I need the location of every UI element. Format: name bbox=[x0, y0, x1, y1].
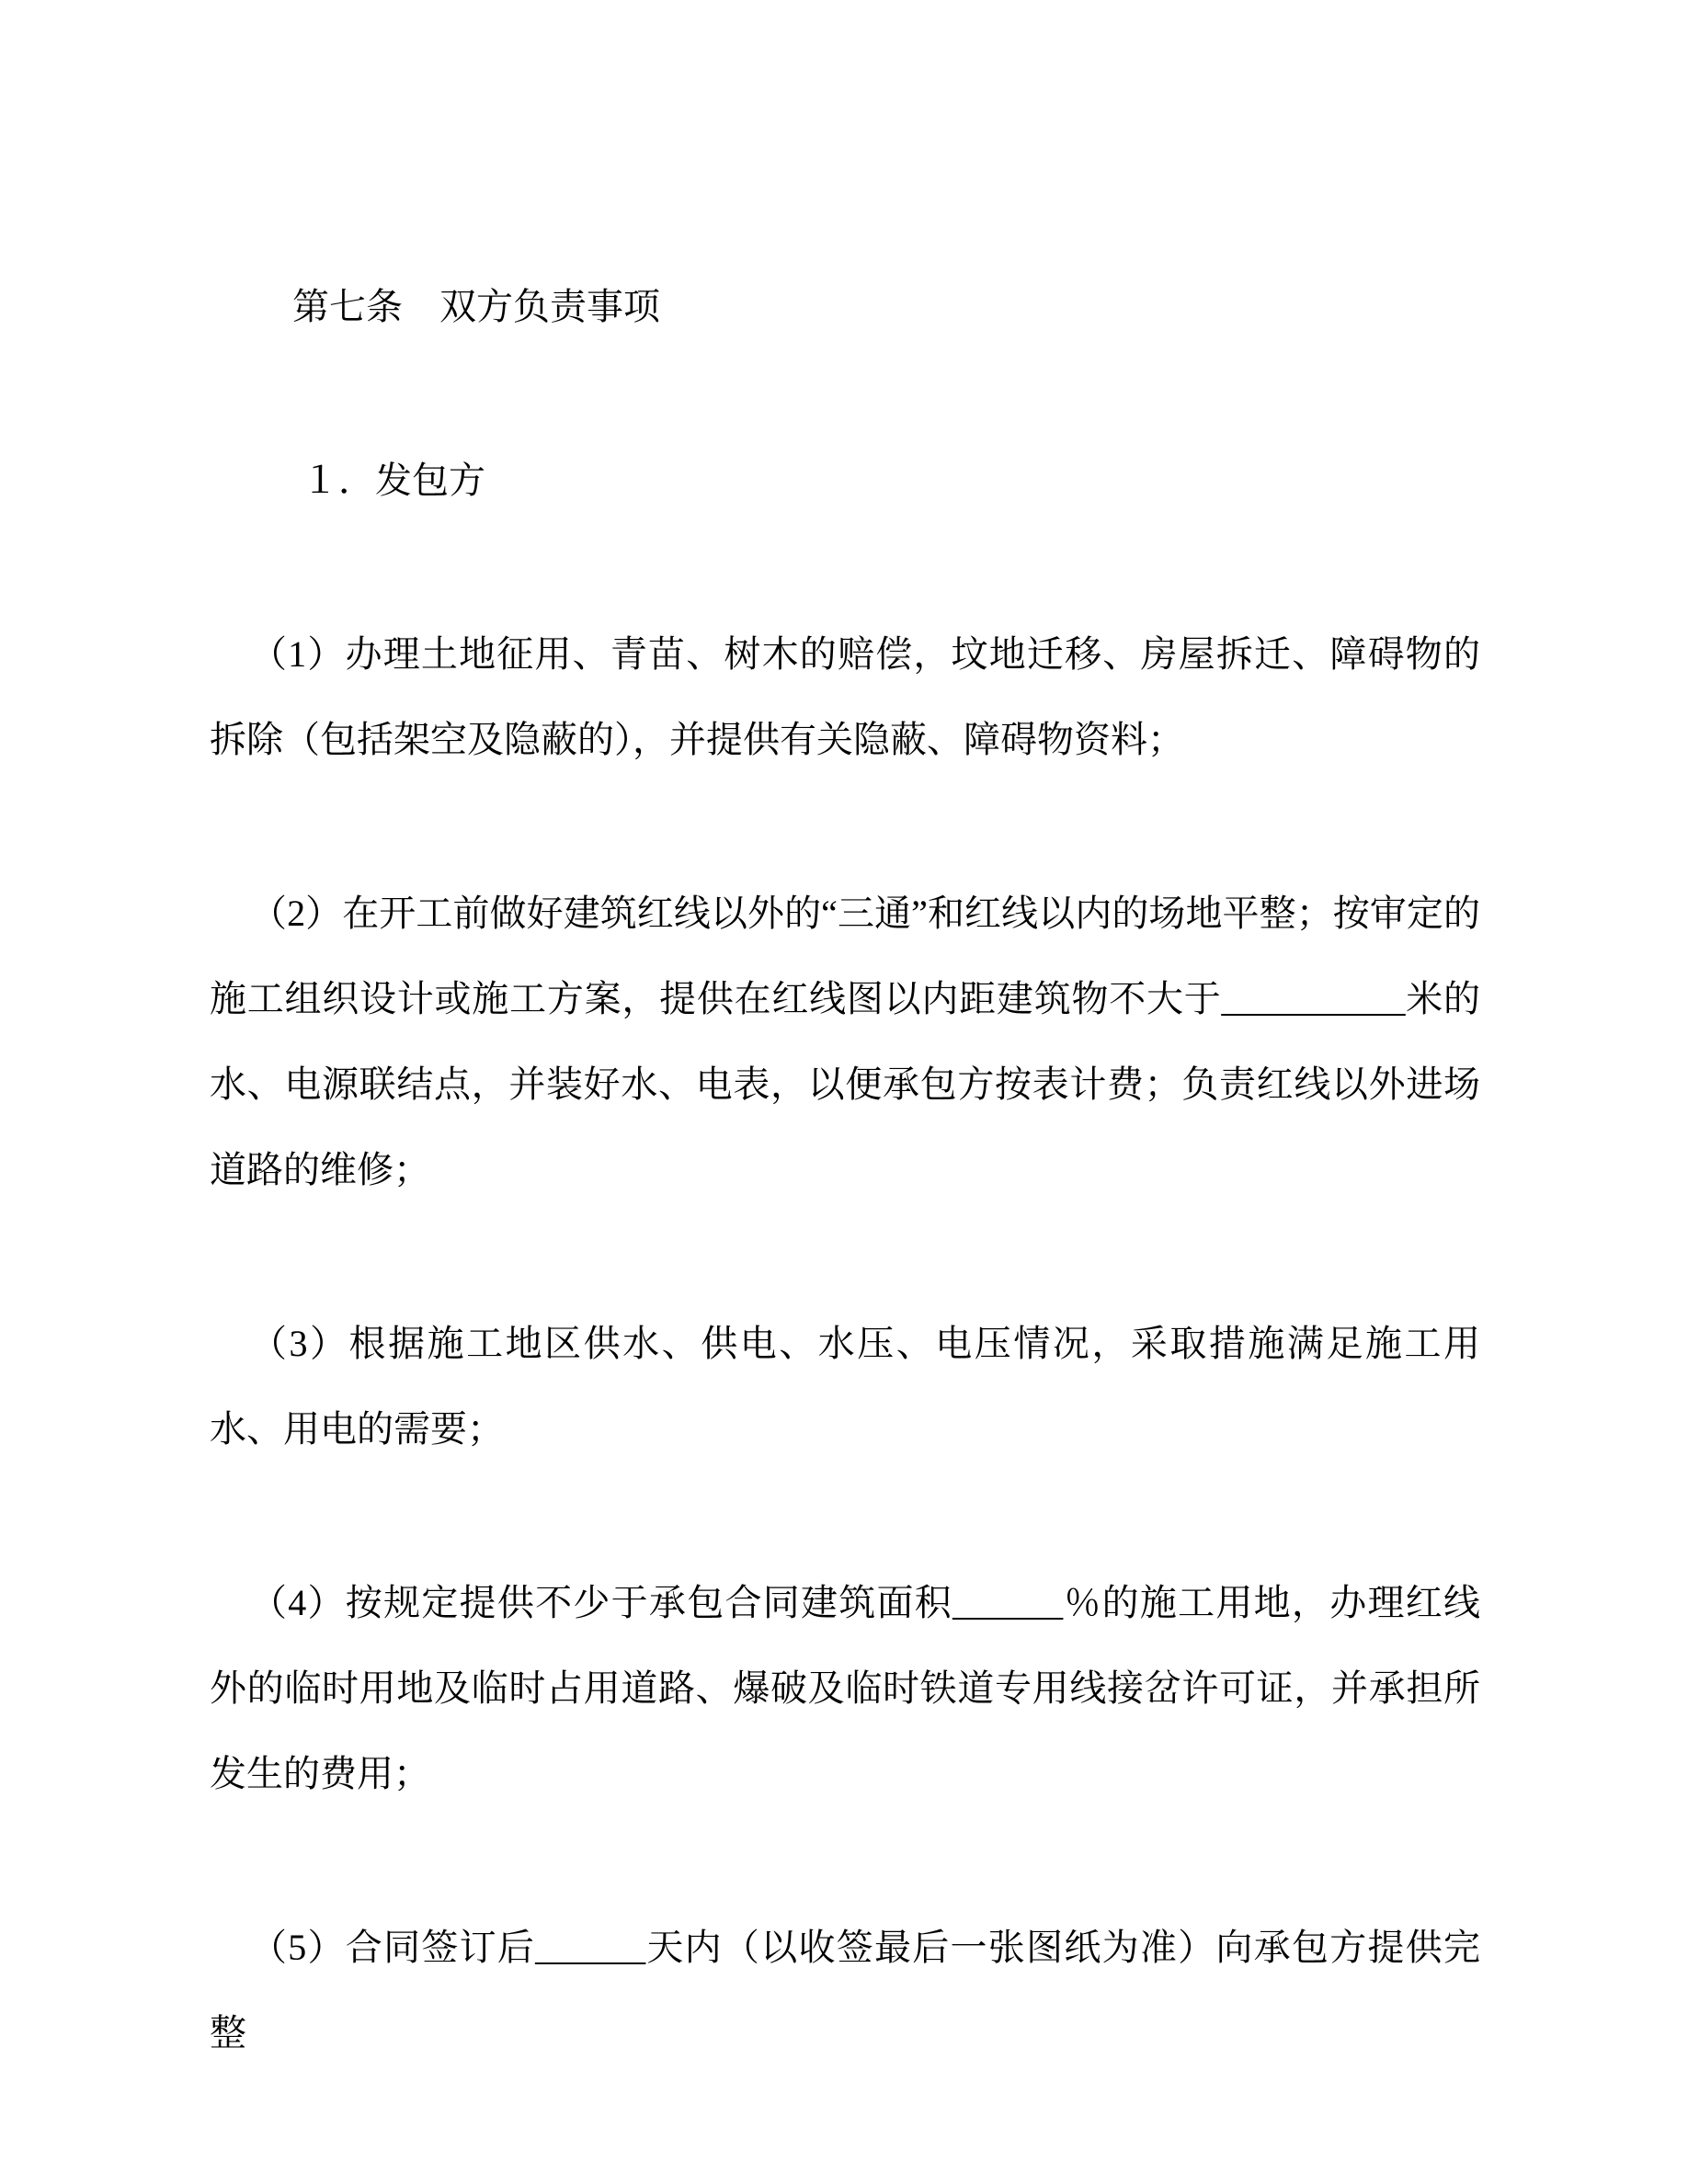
contract-paragraph-5: （5）合同签订后______天内（以收签最后一张图纸为准）向承包方提供完整 bbox=[210, 1927, 1480, 2053]
contract-paragraph-2: （2）在开工前做好建筑红线以外的“三通”和红线以内的场地平整；按审定的施工组织设计或施工方案，提供在红线图以内距建筑物不大于__________米的水、电源联结点，并装好水、电表，以便承包方按表计费；负责红线以外进场道路的维修； bbox=[210, 893, 1480, 1190]
contract-paragraph-4: （4）按规定提供不少于承包合同建筑面积______％的施工用地，办理红线外的临时用地及临时占用道路、爆破及临时铁道专用线接岔许可证，并承担所发生的费用； bbox=[210, 1582, 1480, 1794]
contract-paragraph-3: （3）根据施工地区供水、供电、水压、电压情况，采取措施满足施工用水、用电的需要； bbox=[210, 1323, 1480, 1450]
contract-paragraph-1: （1）办理土地征用、青苗、树木的赔偿，坟地迁移、房屋拆迁、障碍物的拆除（包括架空及隐蔽的），并提供有关隐蔽、障碍物资料； bbox=[210, 633, 1480, 760]
clause-subheading: １．发包方 bbox=[302, 460, 485, 501]
article-heading: 第七条 双方负责事项 bbox=[292, 286, 660, 327]
document-content bbox=[210, 264, 1480, 2076]
